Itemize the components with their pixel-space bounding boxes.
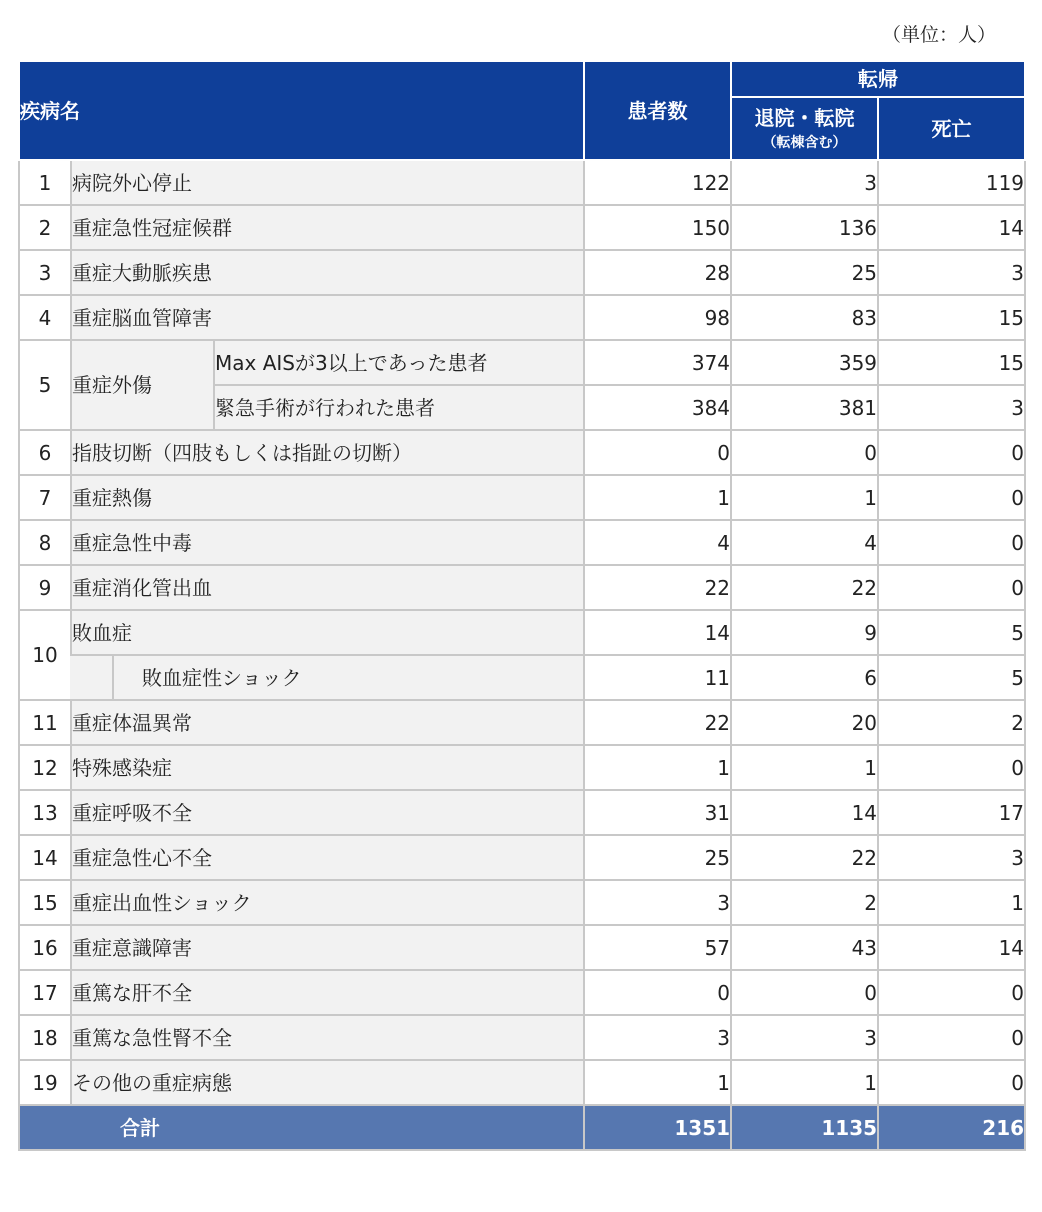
patients-cell: 1 bbox=[584, 475, 731, 520]
death-cell: 0 bbox=[878, 430, 1025, 475]
discharge-cell: 20 bbox=[731, 700, 878, 745]
row-number: 17 bbox=[19, 970, 71, 1015]
death-cell: 15 bbox=[878, 295, 1025, 340]
row-number: 16 bbox=[19, 925, 71, 970]
death-cell: 14 bbox=[878, 925, 1025, 970]
row-number: 10 bbox=[19, 610, 71, 700]
row-number: 4 bbox=[19, 295, 71, 340]
patients-cell: 98 bbox=[584, 295, 731, 340]
patients-cell: 31 bbox=[584, 790, 731, 835]
death-cell: 3 bbox=[878, 250, 1025, 295]
patients-cell: 11 bbox=[584, 655, 731, 700]
row-number: 11 bbox=[19, 700, 71, 745]
row-number: 3 bbox=[19, 250, 71, 295]
discharge-cell: 83 bbox=[731, 295, 878, 340]
disease-name: 重症出血性ショック bbox=[71, 880, 584, 925]
table-row bbox=[19, 790, 1025, 835]
discharge-cell: 43 bbox=[731, 925, 878, 970]
total-patients: 1351 bbox=[584, 1105, 731, 1150]
indent-spacer bbox=[70, 656, 114, 699]
death-cell: 5 bbox=[878, 655, 1025, 700]
patients-cell: 3 bbox=[584, 1015, 731, 1060]
patients-cell: 122 bbox=[584, 160, 731, 205]
header-discharge-note: （転棟含む） bbox=[762, 134, 847, 151]
disease-name: 重症急性冠症候群 bbox=[71, 205, 584, 250]
disease-name: 重症急性心不全 bbox=[71, 835, 584, 880]
header-outcome: 転帰 bbox=[731, 61, 1025, 97]
table-row bbox=[19, 880, 1025, 925]
row-number: 12 bbox=[19, 745, 71, 790]
table-row bbox=[19, 520, 1025, 565]
patients-cell: 1 bbox=[584, 1060, 731, 1105]
death-cell: 0 bbox=[878, 520, 1025, 565]
row-number: 14 bbox=[19, 835, 71, 880]
table-row bbox=[19, 700, 1025, 745]
disease-name: 敗血症 bbox=[71, 610, 584, 655]
header-discharge-label: 退院・転院 bbox=[754, 105, 855, 130]
row-number: 18 bbox=[19, 1015, 71, 1060]
disease-name: 重症消化管出血 bbox=[71, 565, 584, 610]
discharge-cell: 9 bbox=[731, 610, 878, 655]
disease-name: 重症意識障害 bbox=[71, 925, 584, 970]
total-label: 合計 bbox=[19, 1105, 584, 1150]
disease-name: 重篤な肝不全 bbox=[71, 970, 584, 1015]
table-row bbox=[19, 610, 1025, 655]
patients-cell: 374 bbox=[584, 340, 731, 385]
disease-name: 重症脳血管障害 bbox=[71, 295, 584, 340]
disease-name: 重症体温異常 bbox=[71, 700, 584, 745]
discharge-cell: 136 bbox=[731, 205, 878, 250]
discharge-cell: 1 bbox=[731, 475, 878, 520]
death-cell: 17 bbox=[878, 790, 1025, 835]
disease-name: 重症呼吸不全 bbox=[71, 790, 584, 835]
row-number: 5 bbox=[19, 340, 71, 430]
table-row bbox=[19, 1015, 1025, 1060]
patients-cell: 1 bbox=[584, 745, 731, 790]
patients-cell: 28 bbox=[584, 250, 731, 295]
death-cell: 14 bbox=[878, 205, 1025, 250]
row-number: 8 bbox=[19, 520, 71, 565]
patients-cell: 57 bbox=[584, 925, 731, 970]
discharge-cell: 6 bbox=[731, 655, 878, 700]
table-row bbox=[19, 970, 1025, 1015]
table-row bbox=[19, 1060, 1025, 1105]
table-row bbox=[19, 205, 1025, 250]
header-death: 死亡 bbox=[878, 97, 1025, 160]
row-number: 6 bbox=[19, 430, 71, 475]
table-row bbox=[19, 745, 1025, 790]
death-cell: 0 bbox=[878, 1015, 1025, 1060]
header-discharge bbox=[731, 97, 878, 160]
table-row bbox=[19, 295, 1025, 340]
table-row bbox=[19, 565, 1025, 610]
unit-label: （単位：人） bbox=[881, 24, 996, 46]
discharge-cell: 4 bbox=[731, 520, 878, 565]
disease-name: 指肢切断（四肢もしくは指趾の切断） bbox=[71, 430, 584, 475]
patients-cell: 0 bbox=[584, 430, 731, 475]
disease-name: 重症外傷 bbox=[71, 340, 214, 430]
sub-disease-name: Max AISが3以上であった患者 bbox=[214, 340, 584, 385]
death-cell: 0 bbox=[878, 745, 1025, 790]
discharge-cell: 1 bbox=[731, 1060, 878, 1105]
total-row bbox=[19, 1105, 1025, 1150]
death-cell: 3 bbox=[878, 385, 1025, 430]
discharge-cell: 22 bbox=[731, 835, 878, 880]
table-row bbox=[19, 160, 1025, 205]
disease-name: その他の重症病態 bbox=[71, 1060, 584, 1105]
disease-name: 病院外心停止 bbox=[71, 160, 584, 205]
discharge-cell: 0 bbox=[731, 970, 878, 1015]
patients-cell: 14 bbox=[584, 610, 731, 655]
row-number: 9 bbox=[19, 565, 71, 610]
discharge-cell: 2 bbox=[731, 880, 878, 925]
disease-name: 重症大動脈疾患 bbox=[71, 250, 584, 295]
header-disease: 疾病名 bbox=[19, 61, 584, 160]
disease-table bbox=[18, 60, 1026, 1151]
total-death: 216 bbox=[878, 1105, 1025, 1150]
death-cell: 119 bbox=[878, 160, 1025, 205]
disease-name: 重篤な急性腎不全 bbox=[71, 1015, 584, 1060]
discharge-cell: 22 bbox=[731, 565, 878, 610]
discharge-cell: 25 bbox=[731, 250, 878, 295]
patients-cell: 150 bbox=[584, 205, 731, 250]
row-number: 7 bbox=[19, 475, 71, 520]
disease-name: 重症熱傷 bbox=[71, 475, 584, 520]
patients-cell: 4 bbox=[584, 520, 731, 565]
death-cell: 1 bbox=[878, 880, 1025, 925]
row-number: 13 bbox=[19, 790, 71, 835]
disease-name: 特殊感染症 bbox=[71, 745, 584, 790]
row-number: 19 bbox=[19, 1060, 71, 1105]
discharge-cell: 1 bbox=[731, 745, 878, 790]
table-row bbox=[19, 835, 1025, 880]
patients-cell: 3 bbox=[584, 880, 731, 925]
patients-cell: 22 bbox=[584, 700, 731, 745]
row-number: 15 bbox=[19, 880, 71, 925]
sub-disease-name: 敗血症性ショック bbox=[142, 665, 302, 690]
sub-disease-name: 緊急手術が行われた患者 bbox=[214, 385, 584, 430]
table-row bbox=[19, 655, 1025, 700]
row-number: 2 bbox=[19, 205, 71, 250]
death-cell: 15 bbox=[878, 340, 1025, 385]
death-cell: 0 bbox=[878, 475, 1025, 520]
patients-cell: 0 bbox=[584, 970, 731, 1015]
table-row bbox=[19, 475, 1025, 520]
discharge-cell: 359 bbox=[731, 340, 878, 385]
table-row bbox=[19, 340, 1025, 385]
death-cell: 2 bbox=[878, 700, 1025, 745]
discharge-cell: 3 bbox=[731, 160, 878, 205]
discharge-cell: 3 bbox=[731, 1015, 878, 1060]
sub-disease-cell bbox=[71, 655, 584, 700]
death-cell: 5 bbox=[878, 610, 1025, 655]
patients-cell: 384 bbox=[584, 385, 731, 430]
table-row bbox=[19, 250, 1025, 295]
death-cell: 0 bbox=[878, 1060, 1025, 1105]
table-row bbox=[19, 430, 1025, 475]
death-cell: 0 bbox=[878, 565, 1025, 610]
death-cell: 0 bbox=[878, 970, 1025, 1015]
header-patients: 患者数 bbox=[584, 61, 731, 160]
discharge-cell: 0 bbox=[731, 430, 878, 475]
patients-cell: 22 bbox=[584, 565, 731, 610]
death-cell: 3 bbox=[878, 835, 1025, 880]
discharge-cell: 14 bbox=[731, 790, 878, 835]
disease-name: 重症急性中毒 bbox=[71, 520, 584, 565]
table-row bbox=[19, 925, 1025, 970]
patients-cell: 25 bbox=[584, 835, 731, 880]
row-number: 1 bbox=[19, 160, 71, 205]
total-discharge: 1135 bbox=[731, 1105, 878, 1150]
discharge-cell: 381 bbox=[731, 385, 878, 430]
